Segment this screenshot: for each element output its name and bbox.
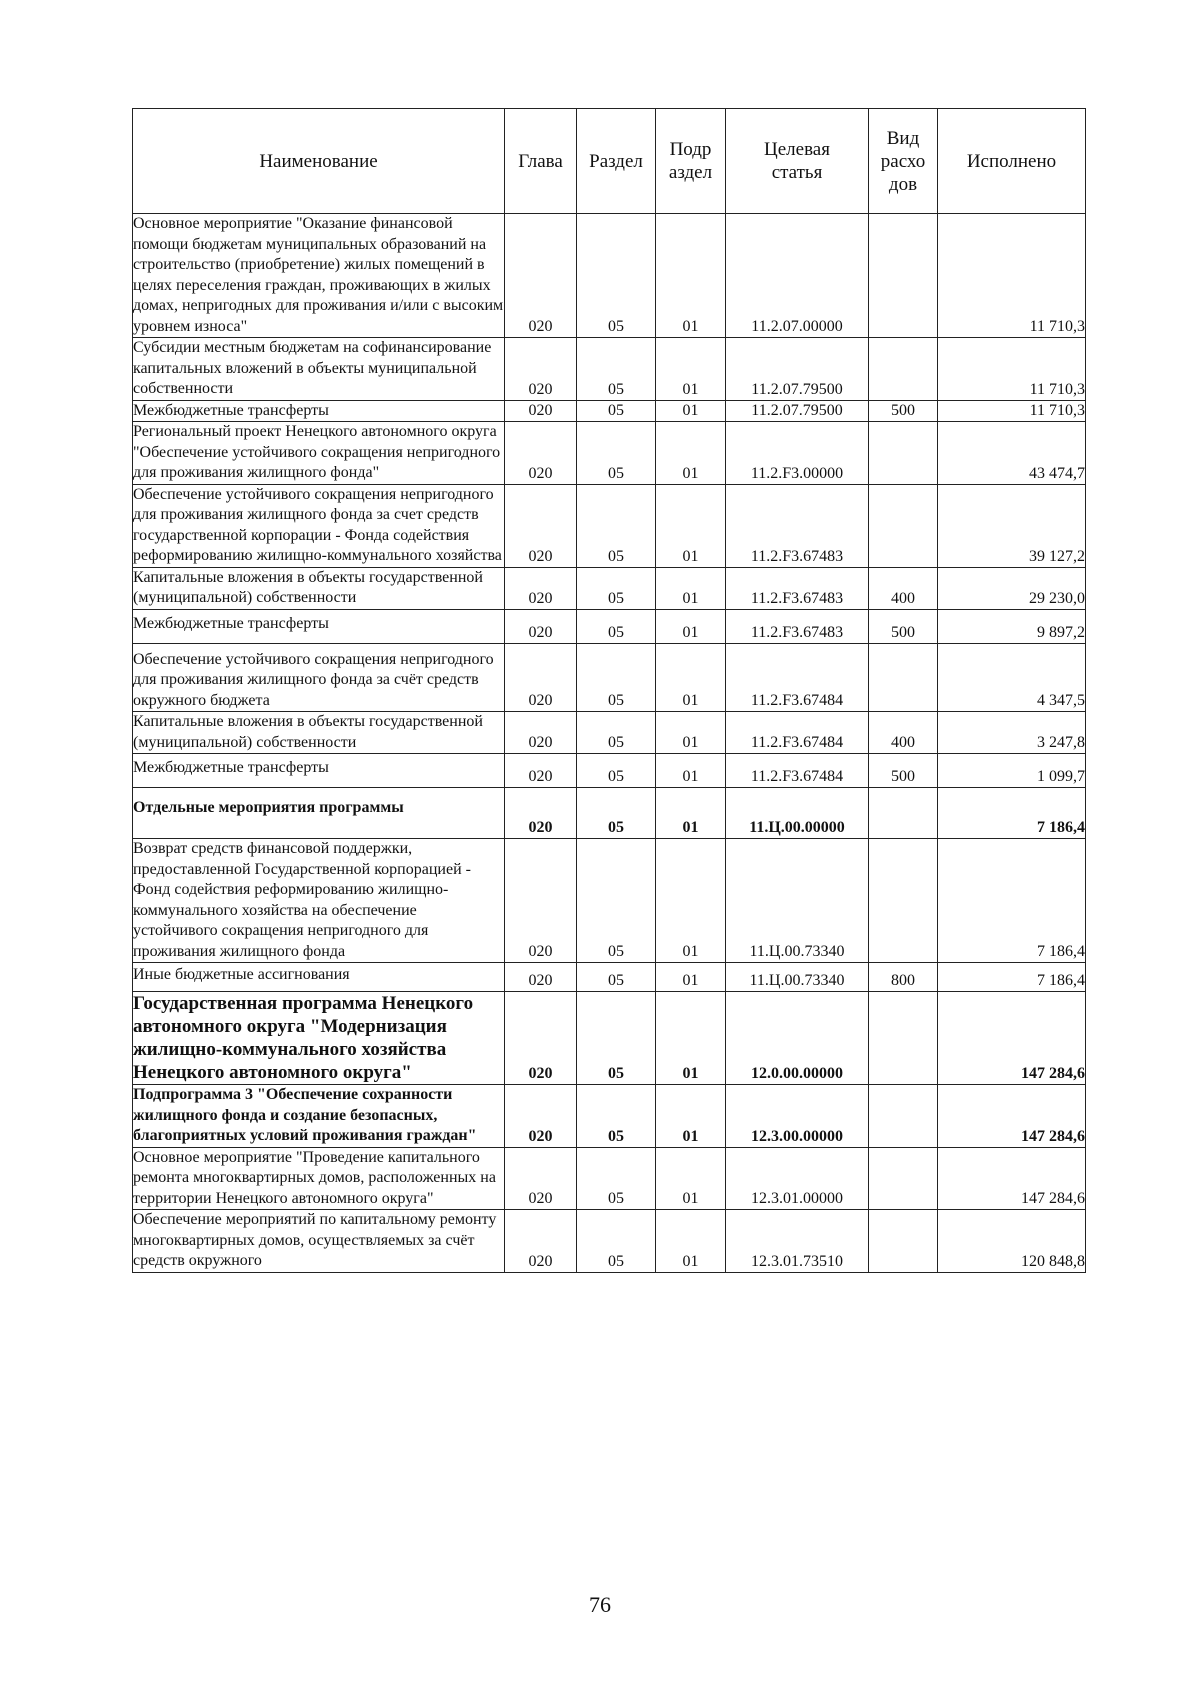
row-tselevaya: 11.Ц.00.00000 <box>726 788 869 839</box>
row-vid <box>869 839 938 963</box>
row-vid <box>869 1147 938 1210</box>
row-podrazdel: 01 <box>656 963 726 992</box>
row-podrazdel: 01 <box>656 1210 726 1273</box>
row-ispolneno: 147 284,6 <box>938 992 1086 1085</box>
table-header-row <box>133 109 1086 214</box>
row-ispolneno: 7 186,4 <box>938 963 1086 992</box>
row-razdel: 05 <box>577 643 656 712</box>
row-name: Межбюджетные трансферты <box>133 400 505 422</box>
row-ispolneno: 9 897,2 <box>938 609 1086 643</box>
row-glava: 020 <box>505 214 577 338</box>
row-vid <box>869 643 938 712</box>
row-glava: 020 <box>505 712 577 754</box>
row-razdel: 05 <box>577 422 656 485</box>
row-tselevaya: 11.2.F3.67483 <box>726 609 869 643</box>
header-ispolneno: Исполнено <box>938 109 1086 214</box>
row-name: Отдельные мероприятия программы <box>133 788 505 839</box>
row-name: Подпрограмма 3 "Обеспечение сохранности жилищного фонда и создание безопасных, благоприятных условий проживания граждан" <box>133 1085 505 1148</box>
table-row <box>133 484 1086 567</box>
row-glava: 020 <box>505 422 577 485</box>
row-ispolneno: 43 474,7 <box>938 422 1086 485</box>
row-vid: 800 <box>869 963 938 992</box>
row-glava: 020 <box>505 839 577 963</box>
row-name: Обеспечение мероприятий по капитальному ремонту многоквартирных домов, осуществляемых за счёт средств окружного <box>133 1210 505 1273</box>
row-ispolneno: 3 247,8 <box>938 712 1086 754</box>
row-vid: 500 <box>869 754 938 788</box>
row-vid: 500 <box>869 400 938 422</box>
row-razdel: 05 <box>577 839 656 963</box>
row-name: Обеспечение устойчивого сокращения непригодного для проживания жилищного фонда за счёт средств окружного бюджета <box>133 643 505 712</box>
header-tselevaya-statya: Целевая статья <box>726 109 869 214</box>
row-razdel: 05 <box>577 338 656 401</box>
row-vid <box>869 788 938 839</box>
row-tselevaya: 11.2.F3.67484 <box>726 754 869 788</box>
row-name: Иные бюджетные ассигнования <box>133 963 505 992</box>
row-vid <box>869 214 938 338</box>
table-row <box>133 839 1086 963</box>
table-row <box>133 1085 1086 1148</box>
table-row <box>133 567 1086 609</box>
row-tselevaya: 12.3.01.73510 <box>726 1210 869 1273</box>
header-razdel: Раздел <box>577 109 656 214</box>
row-podrazdel: 01 <box>656 712 726 754</box>
table-row <box>133 338 1086 401</box>
row-tselevaya: 11.2.07.79500 <box>726 338 869 401</box>
row-razdel: 05 <box>577 214 656 338</box>
row-tselevaya: 11.Ц.00.73340 <box>726 963 869 992</box>
row-razdel: 05 <box>577 567 656 609</box>
row-tselevaya: 11.2.07.79500 <box>726 400 869 422</box>
row-razdel: 05 <box>577 484 656 567</box>
row-name: Субсидии местным бюджетам на софинансирование капитальных вложений в объекты муниципальной собственности <box>133 338 505 401</box>
row-tselevaya: 11.2.07.00000 <box>726 214 869 338</box>
row-ispolneno: 39 127,2 <box>938 484 1086 567</box>
table-row <box>133 1210 1086 1273</box>
row-glava: 020 <box>505 992 577 1085</box>
row-vid <box>869 992 938 1085</box>
row-podrazdel: 01 <box>656 754 726 788</box>
row-ispolneno: 11 710,3 <box>938 214 1086 338</box>
row-glava: 020 <box>505 754 577 788</box>
row-glava: 020 <box>505 1085 577 1148</box>
row-razdel: 05 <box>577 754 656 788</box>
table-row <box>133 963 1086 992</box>
table-row <box>133 643 1086 712</box>
row-tselevaya: 11.Ц.00.73340 <box>726 839 869 963</box>
row-name: Основное мероприятие "Оказание финансовой помощи бюджетам муниципальных образований на строительство (приобретение) жилых помещений в целях переселения граждан, проживающих в жилых домах, непригодных для проживания и/или с высоким уровнем износа" <box>133 214 505 338</box>
table-row <box>133 609 1086 643</box>
row-tselevaya: 11.2.F3.00000 <box>726 422 869 485</box>
table-row <box>133 214 1086 338</box>
row-vid <box>869 338 938 401</box>
row-vid: 400 <box>869 567 938 609</box>
row-razdel: 05 <box>577 963 656 992</box>
row-glava: 020 <box>505 567 577 609</box>
row-tselevaya: 12.3.00.00000 <box>726 1085 869 1148</box>
row-podrazdel: 01 <box>656 214 726 338</box>
row-ispolneno: 7 186,4 <box>938 839 1086 963</box>
row-razdel: 05 <box>577 712 656 754</box>
row-tselevaya: 11.2.F3.67483 <box>726 484 869 567</box>
table-row <box>133 754 1086 788</box>
row-razdel: 05 <box>577 992 656 1085</box>
row-vid <box>869 484 938 567</box>
row-glava: 020 <box>505 963 577 992</box>
row-ispolneno: 120 848,8 <box>938 1210 1086 1273</box>
row-name: Межбюджетные трансферты <box>133 609 505 643</box>
table-row <box>133 1147 1086 1210</box>
row-podrazdel: 01 <box>656 1085 726 1148</box>
row-ispolneno: 1 099,7 <box>938 754 1086 788</box>
header-name: Наименование <box>133 109 505 214</box>
row-glava: 020 <box>505 609 577 643</box>
row-glava: 020 <box>505 484 577 567</box>
row-ispolneno: 29 230,0 <box>938 567 1086 609</box>
row-vid <box>869 1085 938 1148</box>
row-vid: 500 <box>869 609 938 643</box>
header-vid-raskhodov: Вид расхо дов <box>869 109 938 214</box>
row-vid <box>869 422 938 485</box>
table-row <box>133 712 1086 754</box>
row-podrazdel: 01 <box>656 643 726 712</box>
row-podrazdel: 01 <box>656 400 726 422</box>
row-vid: 400 <box>869 712 938 754</box>
header-glava: Глава <box>505 109 577 214</box>
header-podrazdel: Подр аздел <box>656 109 726 214</box>
row-glava: 020 <box>505 643 577 712</box>
row-name: Региональный проект Ненецкого автономного округа "Обеспечение устойчивого сокращения непригодного для проживания жилищного фонда" <box>133 422 505 485</box>
row-podrazdel: 01 <box>656 422 726 485</box>
row-razdel: 05 <box>577 1085 656 1148</box>
row-name: Межбюджетные трансферты <box>133 754 505 788</box>
budget-execution-table <box>132 108 1086 1273</box>
row-tselevaya: 11.2.F3.67484 <box>726 643 869 712</box>
row-podrazdel: 01 <box>656 338 726 401</box>
row-podrazdel: 01 <box>656 1147 726 1210</box>
row-ispolneno: 11 710,3 <box>938 338 1086 401</box>
table-row <box>133 422 1086 485</box>
row-podrazdel: 01 <box>656 788 726 839</box>
row-vid <box>869 1210 938 1273</box>
row-ispolneno: 11 710,3 <box>938 400 1086 422</box>
table-row <box>133 992 1086 1085</box>
row-ispolneno: 4 347,5 <box>938 643 1086 712</box>
row-name: Капитальные вложения в объекты государственной (муниципальной) собственности <box>133 712 505 754</box>
row-podrazdel: 01 <box>656 567 726 609</box>
row-razdel: 05 <box>577 1210 656 1273</box>
row-razdel: 05 <box>577 400 656 422</box>
row-glava: 020 <box>505 1210 577 1273</box>
row-tselevaya: 12.0.00.00000 <box>726 992 869 1085</box>
row-ispolneno: 7 186,4 <box>938 788 1086 839</box>
row-razdel: 05 <box>577 609 656 643</box>
row-glava: 020 <box>505 788 577 839</box>
row-name: Капитальные вложения в объекты государственной (муниципальной) собственности <box>133 567 505 609</box>
table-row <box>133 788 1086 839</box>
row-podrazdel: 01 <box>656 992 726 1085</box>
row-glava: 020 <box>505 400 577 422</box>
page-number: 76 <box>589 1592 611 1617</box>
row-podrazdel: 01 <box>656 484 726 567</box>
row-glava: 020 <box>505 1147 577 1210</box>
row-name: Государственная программа Ненецкого автономного округа "Модернизация жилищно-коммунального хозяйства Ненецкого автономного округа" <box>133 992 505 1085</box>
row-name: Основное мероприятие "Проведение капитального ремонта многоквартирных домов, расположенных на территории Ненецкого автономного округа" <box>133 1147 505 1210</box>
row-razdel: 05 <box>577 788 656 839</box>
row-podrazdel: 01 <box>656 839 726 963</box>
row-name: Возврат средств финансовой поддержки, предоставленной Государственной корпорацией - Фонд содействия реформированию жилищно-коммунального хозяйства на обеспечение устойчивого сокращения непригодного для проживания жилищного фонда <box>133 839 505 963</box>
row-podrazdel: 01 <box>656 609 726 643</box>
row-glava: 020 <box>505 338 577 401</box>
table-row <box>133 400 1086 422</box>
row-tselevaya: 12.3.01.00000 <box>726 1147 869 1210</box>
row-name: Обеспечение устойчивого сокращения непригодного для проживания жилищного фонда за счет средств государственной корпорации - Фонда содействия реформированию жилищно-коммунального хозяйства <box>133 484 505 567</box>
row-tselevaya: 11.2.F3.67483 <box>726 567 869 609</box>
row-ispolneno: 147 284,6 <box>938 1147 1086 1210</box>
row-razdel: 05 <box>577 1147 656 1210</box>
row-ispolneno: 147 284,6 <box>938 1085 1086 1148</box>
row-tselevaya: 11.2.F3.67484 <box>726 712 869 754</box>
